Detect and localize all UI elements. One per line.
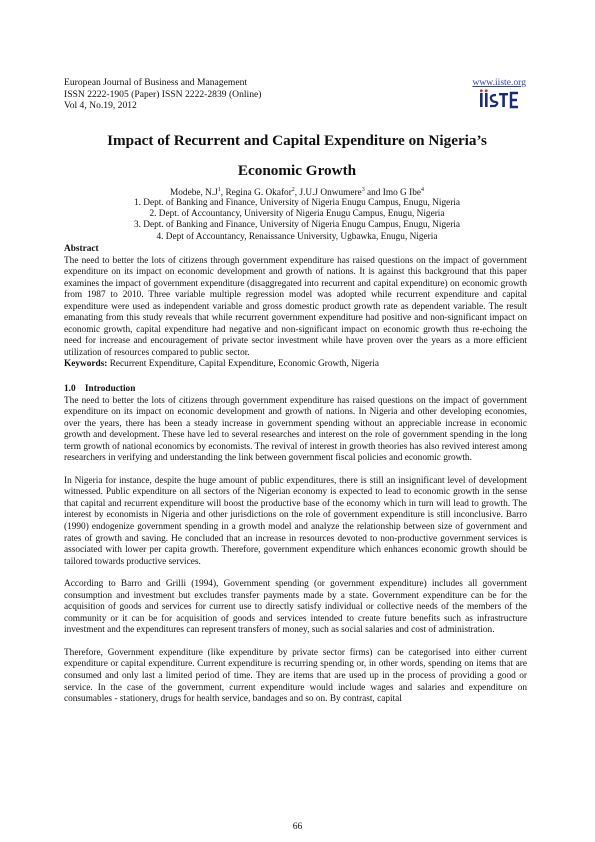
page-number: 66 [292, 821, 303, 832]
intro-paragraph-2: In Nigeria for instance, despite the huge amount of public expenditures, there is still an insignificant level of development witnessed. Public expenditure on all sectors of the Nigerian economy is expected to lead to economic growth in the sense that capital and recurrent expenditure will boost the productive base of the economy which in turn will lead to growth. The interest by economists in Nigeria and other jurisdictions on the role of government expenditure is still inconclusive. Barro (1990) endogenize government spending in a growth model and analyze the relationship between size of government and rates of growth and saving. He concluded that an increase in resources devoted to non-productive government services is associated with lower per capita growth. Therefore, government expenditure which enhances economic growth should be tailored towards productive services. [64, 475, 527, 567]
author-list [64, 187, 530, 198]
author-name: Modebe, N.J [170, 188, 218, 199]
author-name: , J.U.J Onwumere [294, 188, 362, 199]
journal-url-link[interactable]: www.iiste.org [472, 77, 526, 88]
affiliation-4: 4. Dept of Accountancy, Renaissance University, Ugbawka, Enugu, Nigeria [156, 232, 438, 242]
author-affil-mark: 3 [361, 187, 365, 193]
journal-header [64, 77, 261, 112]
author-affil-mark: 1 [217, 187, 221, 193]
paper-title-line-2: Economic Growth [237, 162, 357, 179]
affiliation-2: 2. Dept. of Accountancy, University of Nigeria Enugu Campus, Enugu, Nigeria [149, 209, 445, 219]
author-affil-mark: 2 [291, 187, 295, 193]
iiste-logo [478, 89, 526, 109]
intro-paragraph-4: Therefore, Government expenditure (like expenditure by private sector firms) can be categorised into either current expenditure or capital expenditure. Current expenditure is recurring spending or, in other words, spending on items that are consumed and only last a limited period of time. They are items that are used up in the process of providing a good or service. In the case of the government, current expenditure would include wages and salaries and expenditure on consumables - stationery, drugs for health service, bandages and so on. By contrast, capital [64, 647, 527, 705]
introduction-section [64, 384, 527, 706]
affiliation-3: 3. Dept. of Banking and Finance, University of Nigeria Enugu Campus, Enugu, Nigeria [133, 220, 461, 230]
abstract-section [64, 244, 527, 371]
affiliation-1: 1. Dept. of Banking and Finance, University of Nigeria Enugu Campus, Enugu, Nigeria [133, 198, 461, 208]
author-name: , Regina G. Okafor [220, 188, 292, 199]
abstract-heading: Abstract [64, 244, 99, 254]
journal-volume: Vol 4, No.19, 2012 [64, 100, 137, 112]
keywords-line [64, 359, 527, 371]
intro-paragraph-1: The need to better the lots of citizens through government expenditure has raised questions on the impact of government expenditure on its impact on economic development and growth of nations. In Nigeria and other developing economies, over the years, there has been a steady increase in government spending without an appreciable increase in economic growth and development. These have led to several researches and interest on the role of government spending in the long term growth of national economics by economists. The revival of interest in growth theories has also revived interest among researchers in verifying and understanding the link between government fiscal policies and economic growth. [64, 395, 527, 464]
journal-name: European Journal of Business and Management [64, 77, 248, 88]
keywords-label: Keywords: [64, 359, 108, 370]
introduction-heading: 1.0 Introduction [64, 384, 136, 394]
journal-issn: ISSN 2222-1905 (Paper) ISSN 2222-2839 (Online) [64, 88, 262, 100]
author-affil-mark: 4 [420, 187, 424, 193]
author-name: and Imo G Ibe [364, 188, 421, 199]
abstract-text: The need to better the lots of citizens through government expenditure has raised questions on the impact of government expenditure on its impact on economic development and growth of nations. It is against this background that this paper examines the impact of government expenditure (disaggregated into recurrent and capital expenditure) on economic growth from 1987 to 2010. Three variable multiple regression model was adopted while recurrent expenditure and capital expenditure were used as independent variable and gross domestic product growth rate as dependent variable. The result emanating from this study reveals that while recurrent government expenditure had positive and non-significant impact on economic growth, capital expenditure had negative and non-significant impact on economic growth thus re-echoing the need for increase and encouragement of private sector investment while have proven over the years as a more efficient utilization of resources compared to public sector. [64, 255, 527, 358]
paper-title-line-1: Impact of Recurrent and Capital Expenditure on Nigeria’s [107, 132, 487, 149]
keywords-text: Recurrent Expenditure, Capital Expenditure, Economic Growth, Nigeria [107, 359, 379, 370]
intro-paragraph-3: According to Barro and Grilli (1994), Government spending (or government expenditure) includes all government consumption and investment but excludes transfer payments made by a state. Government expenditure can be for the acquisition of goods and services for current use to directly satisfy individual or collective needs of the members of the community or it can be for acquisition of goods and services intended to create future benefits such as infrastructure investment and the expenditures can represent transfers of money, such as social salaries and cost of administration. [64, 579, 527, 636]
